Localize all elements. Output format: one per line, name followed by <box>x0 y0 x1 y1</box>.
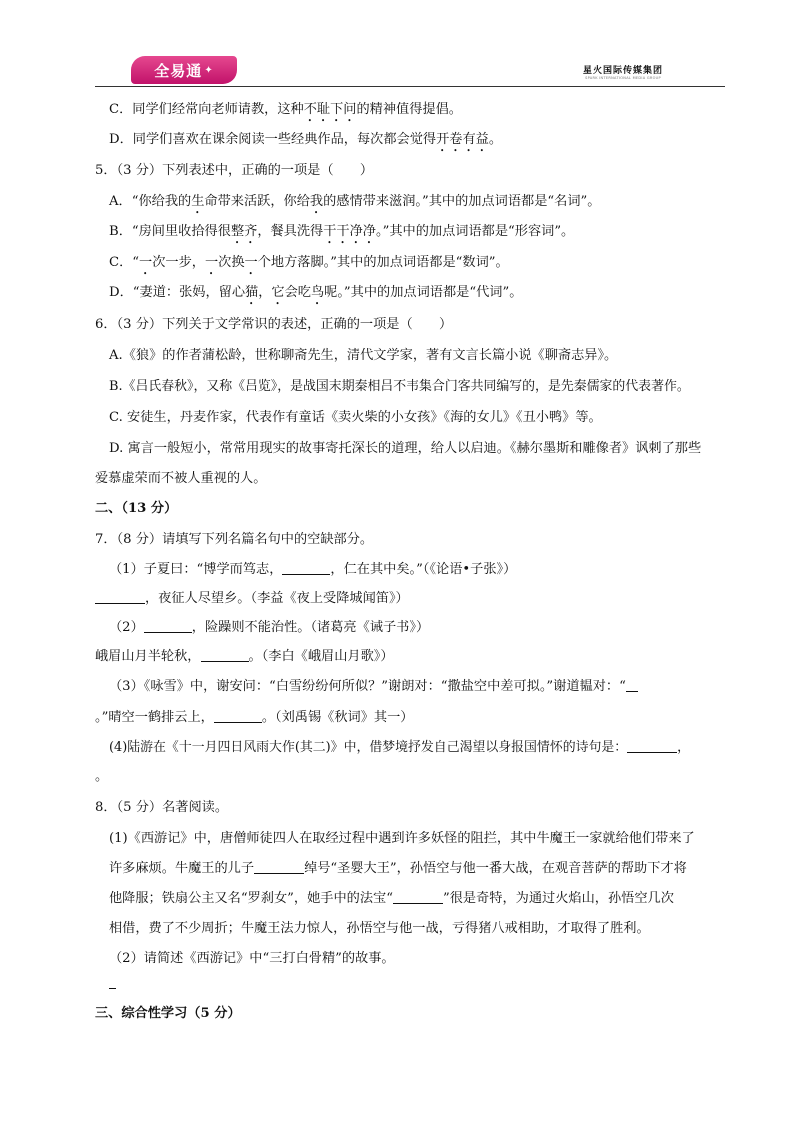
q8-para-5: （2）请简述《西游记》中“三打白骨精”的故事。 <box>109 951 395 966</box>
q7-line-1: （1）子夏曰：“博学而笃志， ，仁在其中矣。”（《论语•子张》） <box>109 562 517 577</box>
q8-para-4: 相借，费了不少周折；牛魔王法力惊人，孙悟空与他一战，亏得猪八戒相助，才取得了胜利。 <box>109 921 650 936</box>
q6-option-a: A.《狼》的作者蒲松龄，世称聊斋先生，清代文学家，著有文言长篇小说《聊斋志异》。 <box>109 348 618 363</box>
q4-option-c: C．同学们经常向老师请教，这种不耻下问的精神值得提倡。 <box>109 102 462 117</box>
logo <box>131 56 237 84</box>
logo-text: 全易通 <box>154 61 203 80</box>
q4-option-d: D．同学们喜欢在课余阅读一些经典作品，每次都会觉得开卷有益。 <box>109 132 503 147</box>
q6-option-d: D. 寓言一般短小，常常用现实的故事寄托深长的道理，给人以启迪。《赫尔墨斯和雕像者》讽刺了那些 <box>109 441 702 456</box>
q6-stem: 6．（3 分）下列关于文学常识的表述，正确的一项是（ ） <box>95 317 453 332</box>
answer-blank <box>109 975 116 989</box>
answer-blank <box>144 619 192 633</box>
q5-option-d: D．“妻道：张妈，留心猫，它会吃鸟呢。”其中的加点词语都是“代词”。 <box>109 285 523 300</box>
brand <box>583 63 663 80</box>
q8-para-1: (1)《西游记》中，唐僧师徒四人在取经过程中遇到许多妖怪的阻拦，其中牛魔王一家就给他们带来了 <box>109 831 695 846</box>
q7-line-6: 。”晴空一鹤排云上， 。（刘禹锡《秋词》其一） <box>95 710 414 725</box>
q5-option-c: C．“一次一步，一次换一个地方落脚。”其中的加点词语都是“数词”。 <box>109 255 509 270</box>
q7-line-5: （3）《咏雪》中，谢安问：“白雪纷纷何所似？”谢朗对：“撒盐空中差可拟。”谢道韫对：“ <box>109 675 638 694</box>
q7-line-4: 峨眉山月半轮秋， 。（李白《峨眉山月歌》） <box>95 649 394 664</box>
answer-blank <box>254 860 304 874</box>
answer-blank <box>214 709 262 723</box>
q8-para-3: 他降服；铁扇公主又名“罗刹女”，她手中的法宝“ ”很是奇特，为通过火焰山，孙悟空几次 <box>109 891 674 906</box>
brand-english: SPARK INTERNATIONAL MEDIA GROUP <box>585 76 661 80</box>
q6-option-c: C. 安徒生，丹麦作家，代表作有童话《卖火柴的小女孩》《海的女儿》《丑小鸭》等。 <box>109 410 602 425</box>
brand-name: 星火国际传媒集团 <box>582 66 663 76</box>
section-3-heading: 三、综合性学习（5 分） <box>95 1006 241 1021</box>
page-header <box>95 54 725 88</box>
q8-stem: 8．（5 分）名著阅读。 <box>95 800 229 815</box>
answer-blank <box>282 561 330 575</box>
q6-option-d-cont: 爱慕虚荣而不被人重视的人。 <box>95 471 267 486</box>
q7-stem: 7．（8 分）请填写下列名篇名句中的空缺部分。 <box>95 532 374 547</box>
answer-blank <box>95 590 145 604</box>
answer-blank <box>626 678 638 692</box>
section-2-heading: 二、（13 分） <box>95 501 178 516</box>
q5-stem: 5．（3 分）下列表述中，正确的一项是（ ） <box>95 163 374 178</box>
q7-line-2: ，夜征人尽望乡。（李益《夜上受降城闻笛》） <box>95 587 409 606</box>
q7-line-7: (4)陆游在《十一月四日风雨大作(其二)》中，借梦境抒发自己渴望以身报国情怀的诗句是： ， <box>109 740 691 755</box>
q5-option-a: A．“你给我的生命带来活跃，你给我的感情带来滋润。”其中的加点词语都是“名词”。 <box>109 194 601 209</box>
star-icon: ✦ <box>204 64 214 76</box>
q6-option-b: B.《吕氏春秋》，又称《吕览》，是战国末期秦相吕不韦集合门客共同编写的，是先秦儒家的代表著作。 <box>109 379 690 394</box>
q8-para-2: 许多麻烦。牛魔王的儿子 绰号“圣婴大王”，孙悟空与他一番大战，在观音菩萨的帮助下才将 <box>109 861 687 876</box>
q8-answer-line <box>109 975 116 991</box>
answer-blank <box>393 890 443 904</box>
q7-line-8: 。 <box>95 769 109 784</box>
answer-blank <box>627 739 677 753</box>
header-divider <box>95 86 725 87</box>
q7-line-3: （2） ，险躁则不能治性。（诸葛亮《诫子书》） <box>109 620 430 635</box>
q5-option-b: B．“房间里收拾得很整齐，餐具洗得干干净净。”其中的加点词语都是“形容词”。 <box>109 224 575 239</box>
answer-blank <box>201 648 249 662</box>
